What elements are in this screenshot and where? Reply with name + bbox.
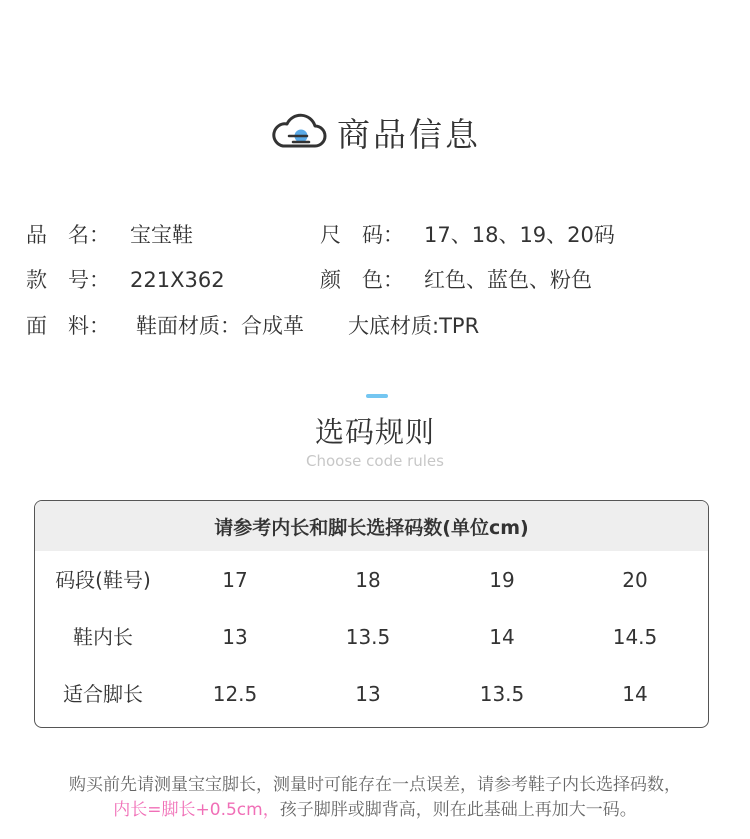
table-row <box>35 560 709 600</box>
section-subtitle: Choose code rules <box>306 452 444 470</box>
info-row-material <box>26 310 479 340</box>
footer-note-rest: 孩子脚胖或脚背高，则在此基础上再加大一码。 <box>279 800 637 820</box>
row-label: 鞋内长 <box>73 625 133 649</box>
table-cell: 17 <box>222 568 248 592</box>
table-row <box>35 674 709 714</box>
info-row-name-size <box>26 219 615 249</box>
cloud-icon <box>269 112 327 152</box>
table-cell: 19 <box>489 568 515 592</box>
value-upper-material: 鞋面材质：合成革 <box>136 314 304 338</box>
table-cell: 20 <box>622 568 648 592</box>
footer-note-line2 <box>0 795 750 820</box>
product-info-header <box>0 108 750 156</box>
label-name: 品 名： <box>26 223 110 247</box>
footer-highlight: 内长=脚长+0.5cm， <box>113 800 280 820</box>
table-row <box>35 617 709 657</box>
table-cell: 13.5 <box>479 682 525 706</box>
label-material: 面 料： <box>26 314 110 338</box>
value-size: 17、18、19、20码 <box>424 223 615 247</box>
label-color: 颜 色： <box>320 268 404 292</box>
row-label: 适合脚长 <box>63 682 143 706</box>
size-table <box>34 500 709 728</box>
footer-note-line1: 购买前先请测量宝宝脚长，测量时可能存在一点误差，请参考鞋子内长选择码数， <box>69 775 681 795</box>
value-name: 宝宝鞋 <box>130 223 193 247</box>
table-cell: 13.5 <box>345 625 391 649</box>
value-sole-material: 大底材质:TPR <box>348 314 480 338</box>
value-style: 221X362 <box>130 268 225 292</box>
page-title: 商品信息 <box>337 114 481 154</box>
section-title: 选码规则 <box>314 415 435 449</box>
table-header: 请参考内长和脚长选择码数(单位cm) <box>35 501 708 551</box>
section-accent-bar <box>366 394 388 398</box>
table-cell: 13 <box>355 682 381 706</box>
table-cell: 14.5 <box>612 625 658 649</box>
info-row-style-color <box>26 264 592 294</box>
table-cell: 18 <box>355 568 381 592</box>
label-size: 尺 码： <box>320 223 404 247</box>
value-color: 红色、蓝色、粉色 <box>424 268 592 292</box>
table-cell: 14 <box>489 625 515 649</box>
table-cell: 12.5 <box>212 682 258 706</box>
table-cell: 14 <box>622 682 648 706</box>
row-label: 码段(鞋号) <box>55 568 151 592</box>
table-cell: 13 <box>222 625 248 649</box>
label-style: 款 号： <box>26 268 110 292</box>
